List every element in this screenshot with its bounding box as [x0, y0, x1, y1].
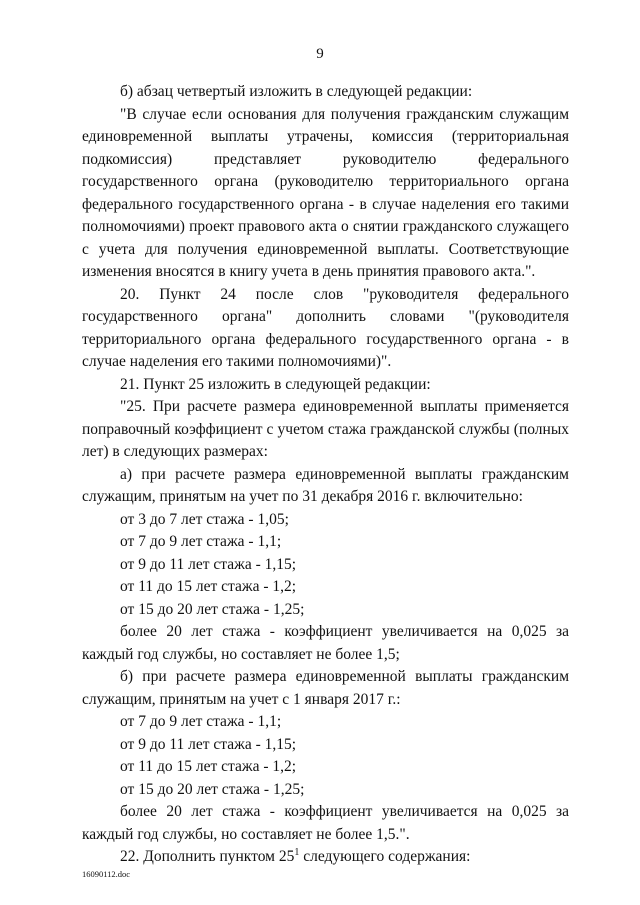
paragraph-item-20: 20. Пункт 24 после слов "руководителя федерального государственного органа" дополнить словами "(руководителя территориального органа федерального государственного органа - в случае наделения его такими полномочиями)".: [82, 285, 569, 370]
paragraph-item-25-text: "25. При расчете размера единовременной выплаты применяется поправочный коэффициент с учетом стажа гражданской службы (полных лет) в следующих размерах:: [82, 398, 569, 460]
item-22-text: 22. Дополнить пунктом 25: [120, 848, 295, 865]
list-item: от 11 до 15 лет стажа - 1,2;: [120, 578, 297, 595]
list-item: от 3 до 7 лет стажа - 1,05;: [120, 510, 289, 528]
list-item: от 7 до 9 лет стажа - 1,1;: [120, 713, 282, 730]
superscript: 1: [294, 847, 300, 858]
list-item: от 9 до 11 лет стажа - 1,15;: [120, 735, 297, 753]
paragraph-subitem-a: а) при расчете размера единовременной выплаты гражданским служащим, принятым на учет по 31 декабря 2016 г. включительно:: [82, 465, 569, 505]
list-item: от 15 до 20 лет стажа - 1,25;: [120, 780, 305, 798]
paragraph-subitem-b-intro: б) абзац четвертый изложить в следующей редакции:: [120, 83, 473, 100]
paragraph-item-21: 21. Пункт 25 изложить в следующей редакции:: [120, 375, 431, 393]
page-number: 9: [316, 46, 324, 62]
list-item: от 7 до 9 лет стажа - 1,1;: [120, 533, 282, 550]
paragraph-item-22: [82, 846, 569, 869]
item-22-text-end: следующего содержания:: [299, 848, 471, 865]
list-item: от 15 до 20 лет стажа - 1,25;: [120, 600, 305, 618]
list-item: от 9 до 11 лет стажа - 1,15;: [120, 555, 297, 573]
list-item: от 11 до 15 лет стажа - 1,2;: [120, 758, 297, 775]
file-name-footer: 16090112.doc: [82, 869, 131, 879]
paragraph-subitem-b: б) при расчете размера единовременной выплаты гражданским служащим, принятым на учет с 1 января 2017 г.:: [82, 668, 569, 708]
paragraph-quoted-text: "В случае если основания для получения гражданским служащим единовременной выплаты утрачены, комиссия (территориальная подкомиссия) представляет руководителю федерального государственного органа (руководителю территориального органа федерального государственного органа - в случае наделения его такими полномочиями) проект правового акта о снятии гражданского служащего с учета для получения единовременной выплаты. Соответствующие изменения вносятся в книгу учета в день принятия правового акта.".: [82, 105, 569, 280]
list-item: более 20 лет стажа - коэффициент увеличивается на 0,025 за каждый год службы, но составляет не более 1,5;: [82, 623, 569, 663]
list-item: более 20 лет стажа - коэффициент увеличивается на 0,025 за каждый год службы, но составляет не более 1,5.".: [82, 803, 569, 843]
document-body: [82, 81, 569, 869]
